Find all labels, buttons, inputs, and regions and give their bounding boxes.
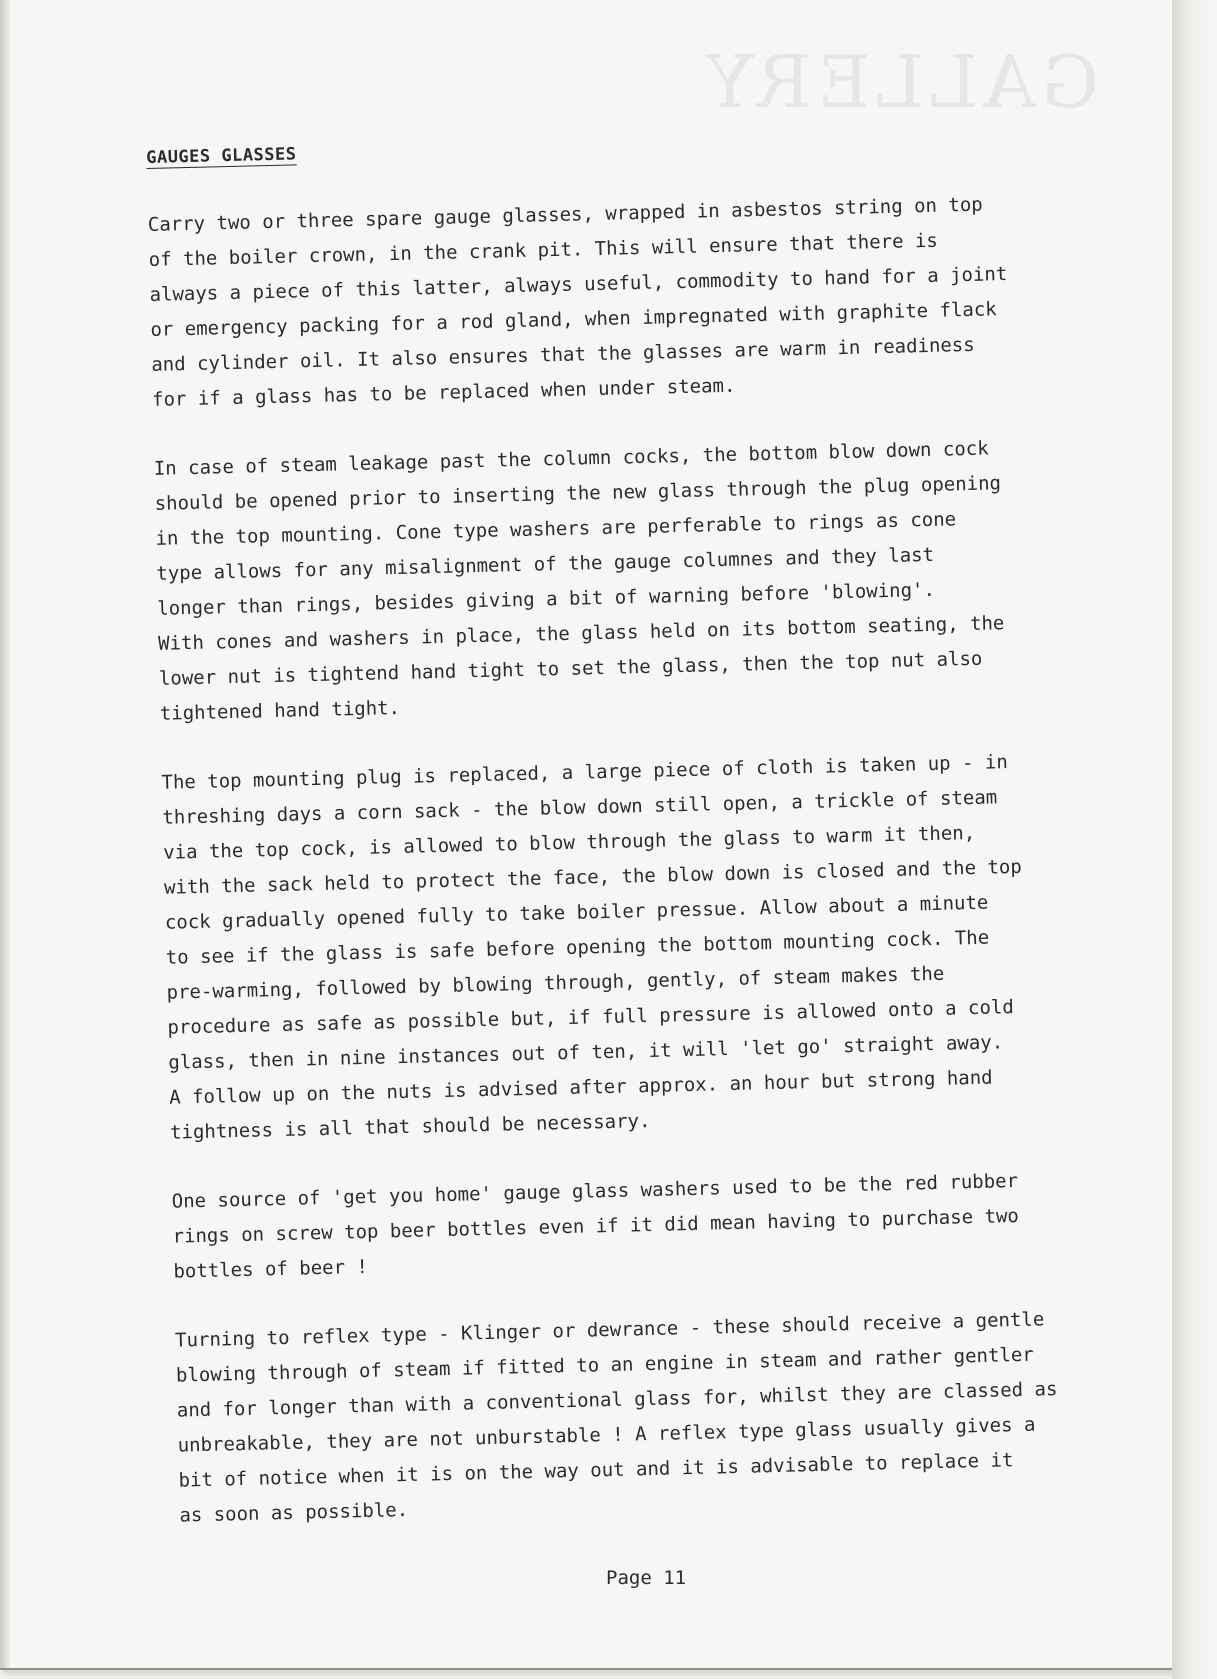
paragraph-5 bbox=[175, 1299, 1180, 1533]
text-line: for if a glass has to be replaced when under steam. bbox=[151, 374, 736, 411]
paragraph-2 bbox=[153, 427, 1160, 731]
text-line: cock gradually opened fully to take boiler pressue. Allow about a minute bbox=[164, 891, 989, 934]
text-line: In case of steam leakage past the column cocks, the bottom blow down cock bbox=[153, 437, 989, 480]
paragraph-4 bbox=[171, 1160, 1173, 1289]
text-line: The top mounting plug is replaced, a large piece of cloth is taken up - in bbox=[161, 751, 1009, 794]
paragraph-3 bbox=[161, 741, 1170, 1150]
text-line: pre-warming, followed by blowing through, gently, of steam makes the bbox=[166, 962, 945, 1004]
text-line: longer than rings, besides giving a bit of warning before 'blowing'. bbox=[156, 578, 936, 620]
text-line: of the boiler crown, in the crank pit. This will ensure that there is bbox=[148, 229, 939, 271]
page-number: Page 11 bbox=[606, 1567, 687, 1589]
text-line: with the sack held to protect the face, the blow down is closed and the top bbox=[163, 855, 1023, 899]
text-line: type allows for any misalignment of the gauge columnes and they last bbox=[156, 543, 935, 585]
text-line: One source of 'get you home' gauge glass washers used to be the red rubber bbox=[171, 1170, 1019, 1213]
section-heading: GAUGES GLASSES bbox=[146, 144, 297, 168]
page-edge-shadow bbox=[1172, 0, 1217, 1679]
text-line: as soon as possible. bbox=[179, 1499, 409, 1527]
text-line: tightened hand tight. bbox=[159, 696, 401, 725]
text-line: always a piece of this latter, always useful, commodity to hand for a joint bbox=[149, 262, 1008, 306]
text-line: and cylinder oil. It also ensures that the glasses are warm in readiness bbox=[151, 333, 975, 376]
text-line: to see if the glass is safe before opening the bottom mounting cock. The bbox=[165, 926, 990, 969]
text-line: procedure as safe as possible but, if full pressure is allowed onto a cold bbox=[167, 996, 1015, 1039]
text-line: bit of notice when it is on the way out and it is advisable to replace it bbox=[178, 1449, 1014, 1492]
text-line: rings on screw top beer bottles even if it did mean having to purchase two bbox=[172, 1204, 1020, 1248]
binding-spine bbox=[0, 0, 10, 1668]
text-line: or emergency packing for a rod gland, when impregnated with graphite flack bbox=[150, 298, 997, 341]
page-content bbox=[146, 124, 1180, 1568]
text-line: and for longer than with a conventional glass for, whilst they are classed as bbox=[176, 1378, 1058, 1422]
show-through-text: GALLERY bbox=[700, 40, 1100, 124]
text-line: Turning to reflex type - Klinger or dewrance - these should receive a gentle bbox=[174, 1308, 1045, 1352]
text-line: should be opened prior to inserting the new glass through the plug opening bbox=[154, 472, 1002, 515]
text-line: unbreakable, they are not unburstable ! A reflex type glass usually gives a bbox=[177, 1413, 1036, 1457]
text-line: threshing days a corn sack - the blow down still open, a trickle of steam bbox=[162, 786, 998, 829]
text-line: tightness is all that should be necessary. bbox=[169, 1109, 651, 1144]
paragraph-1 bbox=[147, 184, 1152, 418]
text-line: A follow up on the nuts is advised after approx. an hour but strong hand bbox=[168, 1066, 993, 1109]
text-line: blowing through of steam if fitted to an engine in steam and rather gentler bbox=[175, 1343, 1034, 1387]
text-line: With cones and washers in place, the glass held on its bottom seating, the bbox=[157, 612, 1005, 655]
text-line: via the top cock, is allowed to blow through the glass to warm it then, bbox=[162, 821, 976, 864]
text-line: glass, then in nine instances out of ten, it will 'let go' straight away. bbox=[168, 1031, 1004, 1074]
text-line: Carry two or three spare gauge glasses, wrapped in asbestos string on top bbox=[147, 193, 983, 236]
text-line: bottles of beer ! bbox=[173, 1255, 369, 1283]
text-line: lower nut is tightend hand tight to set the glass, then the top nut also bbox=[158, 647, 983, 690]
text-line: in the top mounting. Cone type washers are perferable to rings as cone bbox=[155, 508, 957, 550]
